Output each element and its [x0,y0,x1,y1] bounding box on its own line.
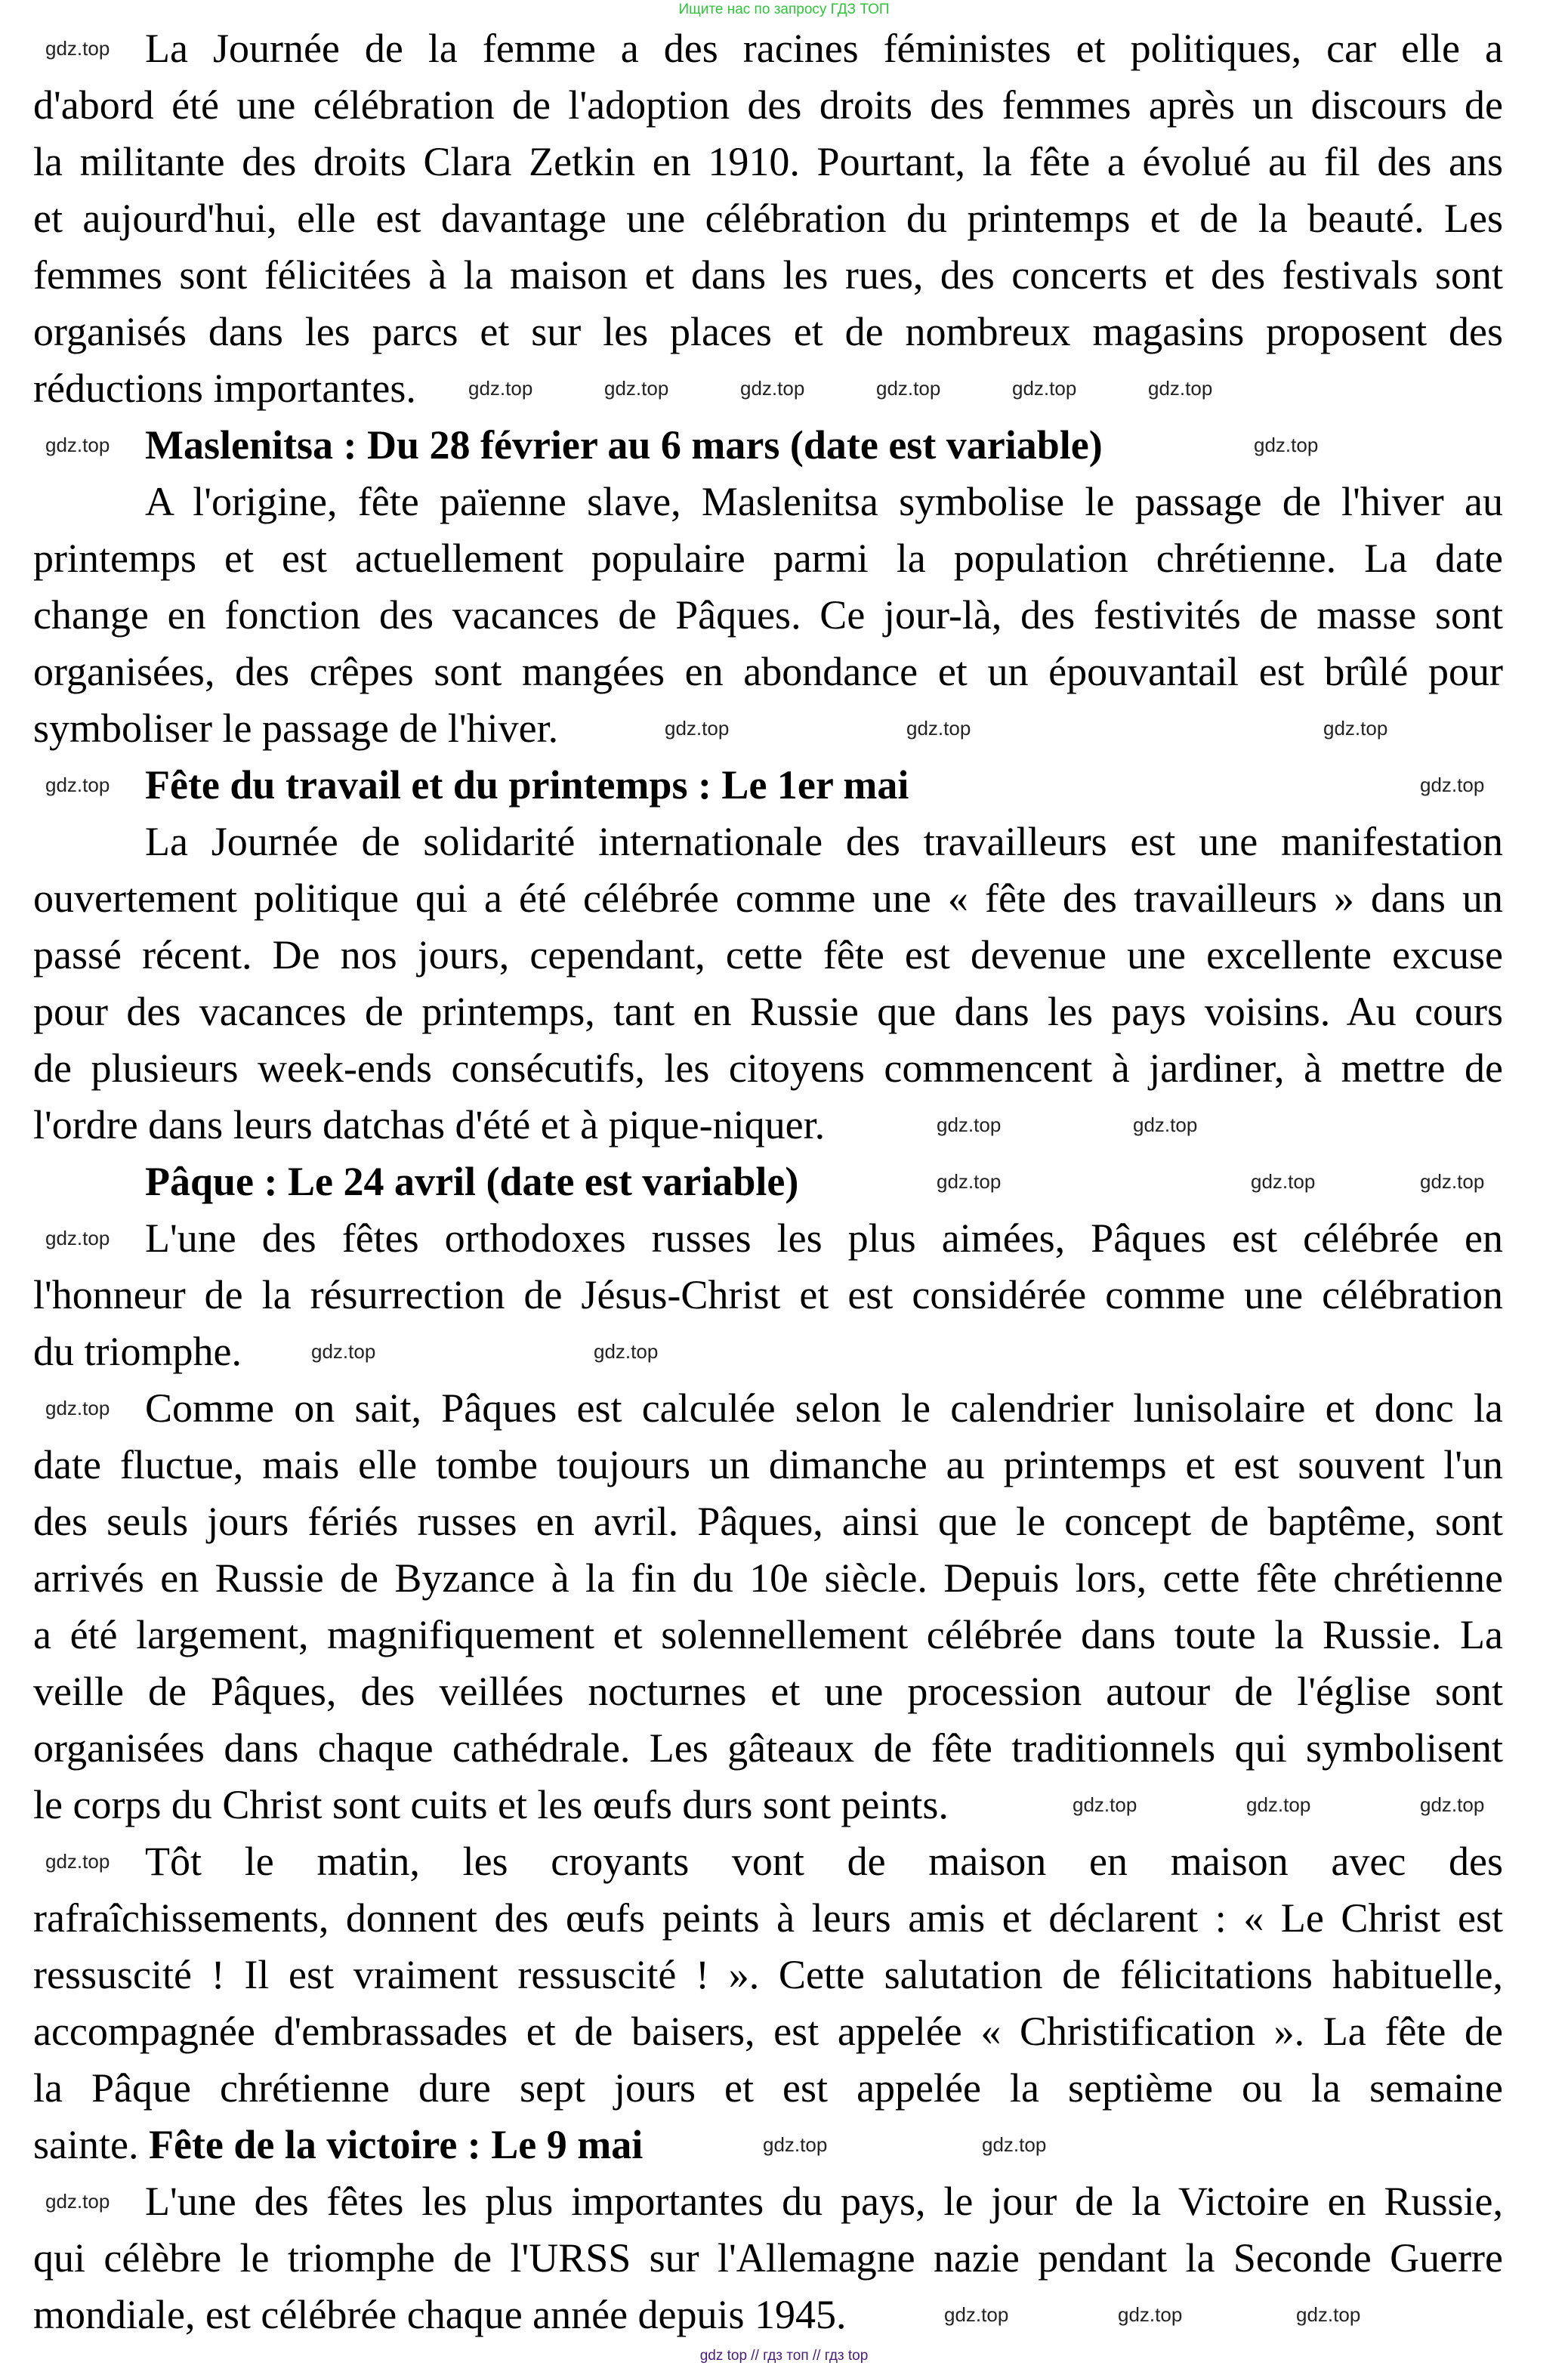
watermark-label: gdz.top [1148,377,1213,400]
text-line [33,1493,1503,1550]
text-line [33,587,1503,644]
line-text: rafraîchissements, donnent des œufs peints à leurs amis et déclarent : « Le Christ est [33,1895,1503,1941]
line-text: de plusieurs week-ends consécutifs, les citoyens commencent à jardiner, à mettre de [33,1045,1503,1091]
line-text: accompagnée d'embrassades et de baisers, est appelée « Christification ». La fête de [33,2009,1503,2054]
text-line [33,1607,1503,1663]
text-line [33,1040,1503,1097]
text-line [33,2060,1503,2117]
line-text: organisées, des crêpes sont mangées en abondance et un épouvantail est brûlé pour [33,649,1503,694]
line-text: printemps et est actuellement populaire parmi la population chrétienne. La date [33,536,1503,581]
watermark-label: gdz.top [45,2190,110,2213]
line-text: Maslenitsa : Du 28 février au 6 mars (date est variable) [145,422,1103,468]
text-line [33,870,1503,927]
watermark-label: gdz.top [937,1113,1002,1136]
text-line [33,1890,1503,1947]
line-text: organisés dans les parcs et sur les places et de nombreux magasins proposent des [33,309,1503,354]
watermark-label: gdz.top [1251,1170,1316,1193]
line-text: pour des vacances de printemps, tant en Russie que dans les pays voisins. Au cours [33,989,1503,1034]
line-text: La Journée de solidarité internationale des travailleurs est une manifestation [145,819,1503,864]
text-line [33,247,1503,304]
text-line [33,1437,1503,1493]
watermark-label: gdz.top [1420,1793,1485,1816]
line-text: L'une des fêtes orthodoxes russes les plus aimées, Pâques est célébrée en [145,1215,1503,1261]
line-text: réductions importantes. [33,366,416,411]
line-text: et aujourd'hui, elle est davantage une célébration du printemps et de la beauté. Les [33,196,1503,241]
search-banner: Ищите нас по запросу ГДЗ ТОП [678,2,890,17]
section-heading [33,757,1503,814]
line-text: arrivés en Russie de Byzance à la fin du 10e siècle. Depuis lors, cette fête chrétienne [33,1555,1503,1601]
line-text: passé récent. De nos jours, cependant, cette fête est devenue une excellente excuse [33,932,1503,978]
watermark-label: gdz.top [45,1850,110,1873]
text-line [33,2173,1503,2230]
watermark-label: gdz.top [937,1170,1002,1193]
line-text: a été largement, magnifiquement et solennellement célébrée dans toute la Russie. La [33,1612,1503,1657]
text-line [33,2003,1503,2060]
text-line [33,700,1503,757]
text-line [33,474,1503,530]
watermark-label: gdz.top [1133,1113,1198,1136]
text-line [33,1663,1503,1720]
text-line [33,2287,1503,2343]
line-text: d'abord été une célébration de l'adoption des droits des femmes après un discours de [33,82,1503,128]
watermark-label: gdz.top [311,1340,376,1363]
line-text: ressuscité ! Il est vraiment ressuscité ! ». Cette salutation de félicitations habituelle, [33,1952,1503,1997]
text-line [33,190,1503,247]
line-text: la Pâque chrétienne dure sept jours et est appelée la septième ou la semaine [33,2065,1503,2111]
line-text: symboliser le passage de l'hiver. [33,706,559,751]
line-text: sainte. [33,2122,149,2167]
line-text: des seuls jours fériés russes en avril. Pâques, ainsi que le concept de baptême, sont [33,1499,1503,1544]
watermark-label: gdz.top [1296,2303,1361,2326]
line-text: L'une des fêtes les plus importantes du pays, le jour de la Victoire en Russie, [145,2179,1503,2224]
watermark-label: gdz.top [982,2133,1047,2156]
watermark-label: gdz.top [1073,1793,1137,1816]
line-text: l'ordre dans leurs datchas d'été et à pique-niquer. [33,1102,826,1147]
line-text: Tôt le matin, les croyants vont de maison en maison avec des [145,1839,1503,1884]
watermark-label: gdz.top [763,2133,828,2156]
text-line [33,984,1503,1040]
line-text: le corps du Christ sont cuits et les œufs durs sont peints. [33,1782,949,1827]
watermark-label: gdz.top [45,434,110,456]
line-text: change en fonction des vacances de Pâques. Ce jour-là, des festivités de masse sont [33,592,1503,638]
text-line [33,20,1503,77]
line-text: organisées dans chaque cathédrale. Les gâteaux de fête traditionnels qui symbolisent [33,1725,1503,1771]
watermark-label: gdz.top [45,37,110,60]
text-line [33,814,1503,870]
watermark-label: gdz.top [906,717,971,740]
watermark-label: gdz.top [1420,1170,1485,1193]
line-text: date fluctue, mais elle tombe toujours un dimanche au printemps et est souvent l'un [33,1442,1503,1487]
line-text: La Journée de la femme a des racines féministes et politiques, car elle a [145,26,1503,71]
section-heading: Fête de la victoire : Le 9 mai [148,2122,644,2167]
text-line [33,927,1503,984]
text-line [33,304,1503,360]
watermark-label: gdz.top [45,1397,110,1419]
line-text: Comme on sait, Pâques est calculée selon le calendrier lunisolaire et donc la [145,1385,1503,1431]
text-line [33,1947,1503,2003]
text-line [33,530,1503,587]
watermark-label: gdz.top [740,377,805,400]
text-line [33,1267,1503,1323]
watermark-label: gdz.top [604,377,669,400]
text-line [33,77,1503,134]
footer-watermark: gdz top // гдз топ // гдз top [699,2348,869,2364]
line-text: ouvertement politique qui a été célébrée comme une « fête des travailleurs » dans un [33,876,1503,921]
text-line [33,134,1503,190]
watermark-label: gdz.top [45,1227,110,1249]
line-text: du triomphe. [33,1329,242,1374]
text-line [33,1097,1503,1154]
watermark-label: gdz.top [1246,1793,1311,1816]
text-line [33,1380,1503,1437]
watermark-label: gdz.top [876,377,941,400]
line-text: Fête du travail et du printemps : Le 1er mai [145,762,909,808]
text-line [33,1550,1503,1607]
line-text: A l'origine, fête païenne slave, Maslenitsa symbolise le passage de l'hiver au [145,479,1503,524]
watermark-label: gdz.top [594,1340,659,1363]
line-text: qui célèbre le triomphe de l'URSS sur l'Allemagne nazie pendant la Seconde Guerre [33,2235,1503,2281]
watermark-label: gdz.top [1118,2303,1183,2326]
watermark-label: gdz.top [944,2303,1009,2326]
text-line [33,1720,1503,1777]
text-line [33,644,1503,700]
watermark-label: gdz.top [45,774,110,796]
line-text: veille de Pâques, des veillées nocturnes et une procession autour de l'église sont [33,1669,1503,1714]
line-text: l'honneur de la résurrection de Jésus-Christ et est considérée comme une célébration [33,1272,1503,1317]
watermark-label: gdz.top [468,377,533,400]
text-line [33,2230,1503,2287]
watermark-label: gdz.top [1012,377,1077,400]
text-line [33,1210,1503,1267]
watermark-label: gdz.top [1323,717,1388,740]
watermark-label: gdz.top [1420,774,1485,796]
watermark-label: gdz.top [1254,434,1319,456]
line-text: femmes sont félicitées à la maison et dans les rues, des concerts et des festivals sont [33,252,1503,298]
watermark-label: gdz.top [665,717,730,740]
text-line [33,1833,1503,1890]
line-text: Pâque : Le 24 avril (date est variable) [145,1159,799,1204]
text-line [33,1323,1503,1380]
line-text: la militante des droits Clara Zetkin en 1910. Pourtant, la fête a évolué au fil des ans [33,139,1503,184]
line-text: mondiale, est célébrée chaque année depuis 1945. [33,2292,847,2337]
